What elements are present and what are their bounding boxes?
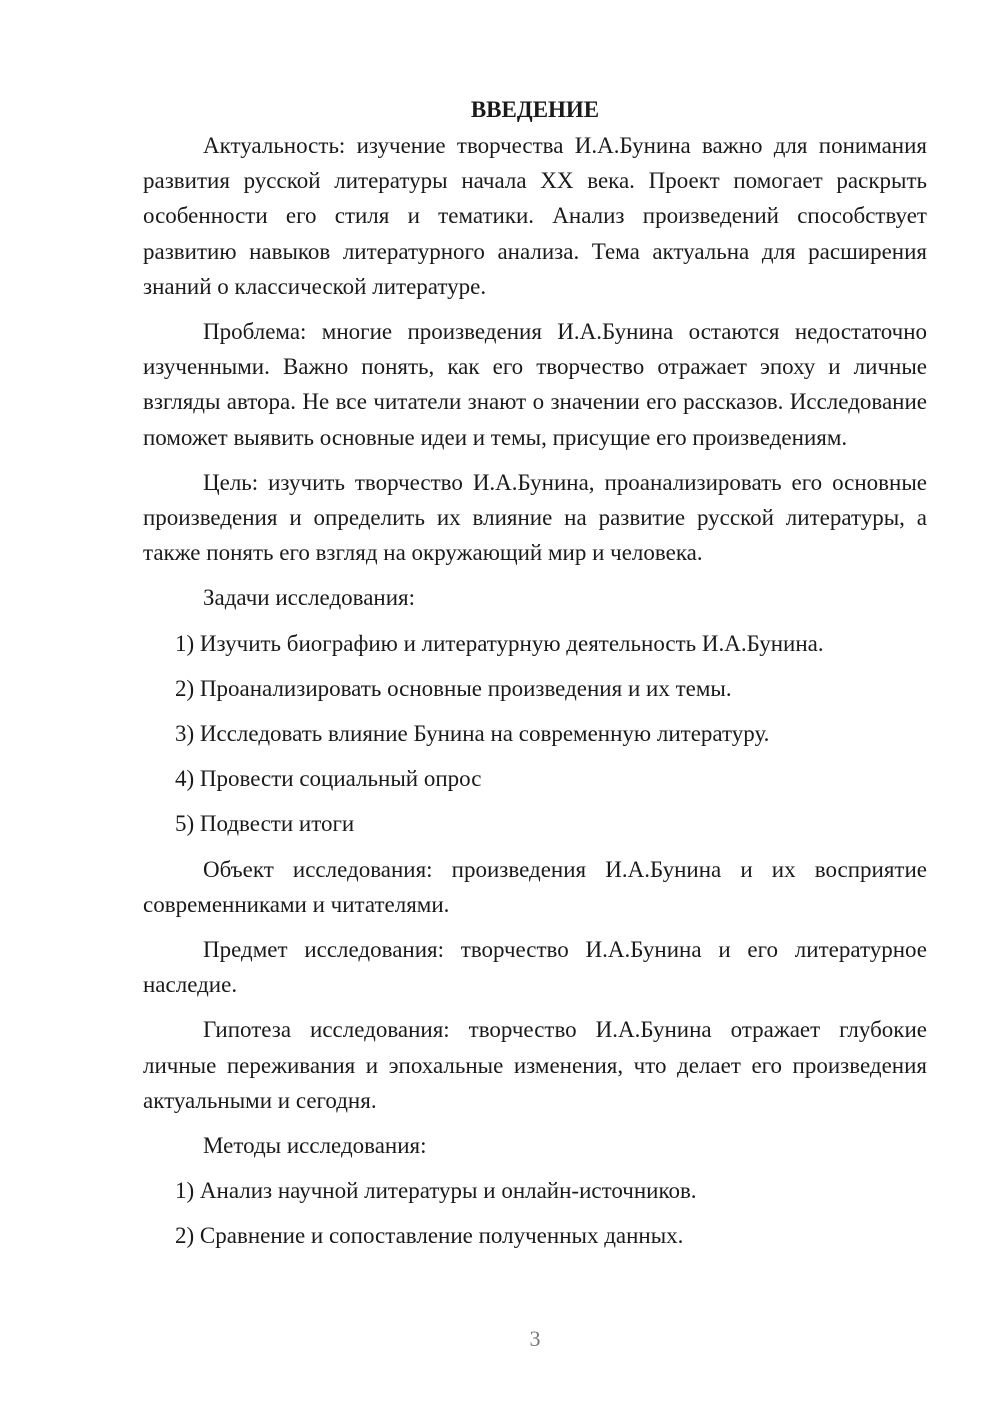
relevance-paragraph: Актуальность: изучение творчества И.А.Бунина важно для понимания развития русской литературы начала XX века. Проект помогает раскрыть особенности его стиля и тематики. Анализ произведений способствует развитию навыков литературного анализа. Тема актуальна для расширения знаний о классической литературе. bbox=[143, 133, 927, 299]
method-item: 2) Сравнение и сопоставление полученных данных. bbox=[175, 1223, 684, 1249]
method-item: 1) Анализ научной литературы и онлайн-источников. bbox=[175, 1178, 697, 1204]
page-number: 3 bbox=[529, 1326, 541, 1351]
subject-paragraph: Предмет исследования: творчество И.А.Бунина и его литературное наследие. bbox=[143, 937, 927, 998]
task-item: 4) Провести социальный опрос bbox=[175, 766, 482, 792]
section-heading: ВВЕДЕНИЕ bbox=[470, 97, 600, 122]
hypothesis-paragraph: Гипотеза исследования: творчество И.А.Бунина отражает глубокие личные переживания и эпохальные изменения, что делает его произведения актуальными и сегодня. bbox=[143, 1017, 927, 1113]
methods-title: Методы исследования: bbox=[203, 1133, 427, 1159]
task-item: 5) Подвести итоги bbox=[175, 811, 355, 837]
goal-paragraph: Цель: изучить творчество И.А.Бунина, проанализировать его основные произведения и определить их влияние на развитие русской литературы, а также понять его взгляд на окружающий мир и человека. bbox=[143, 469, 927, 566]
document-page bbox=[143, 92, 927, 1264]
problem-paragraph: Проблема: многие произведения И.А.Бунина остаются недостаточно изученными. Важно понять, как его творчество отражает эпоху и личные взгляды автора. Не все читатели знают о значении его рассказов. Исследование поможет выявить основные идеи и темы, присущие его произведениям. bbox=[143, 319, 927, 450]
task-item: 2) Проанализировать основные произведения и их темы. bbox=[175, 675, 732, 701]
task-item: 3) Исследовать влияние Бунина на современную литературу. bbox=[175, 721, 770, 747]
task-item: 1) Изучить биографию и литературную деятельность И.А.Бунина. bbox=[175, 630, 824, 656]
tasks-title: Задачи исследования: bbox=[203, 585, 416, 611]
object-paragraph: Объект исследования: произведения И.А.Бунина и их восприятие современниками и читателями. bbox=[143, 856, 927, 917]
